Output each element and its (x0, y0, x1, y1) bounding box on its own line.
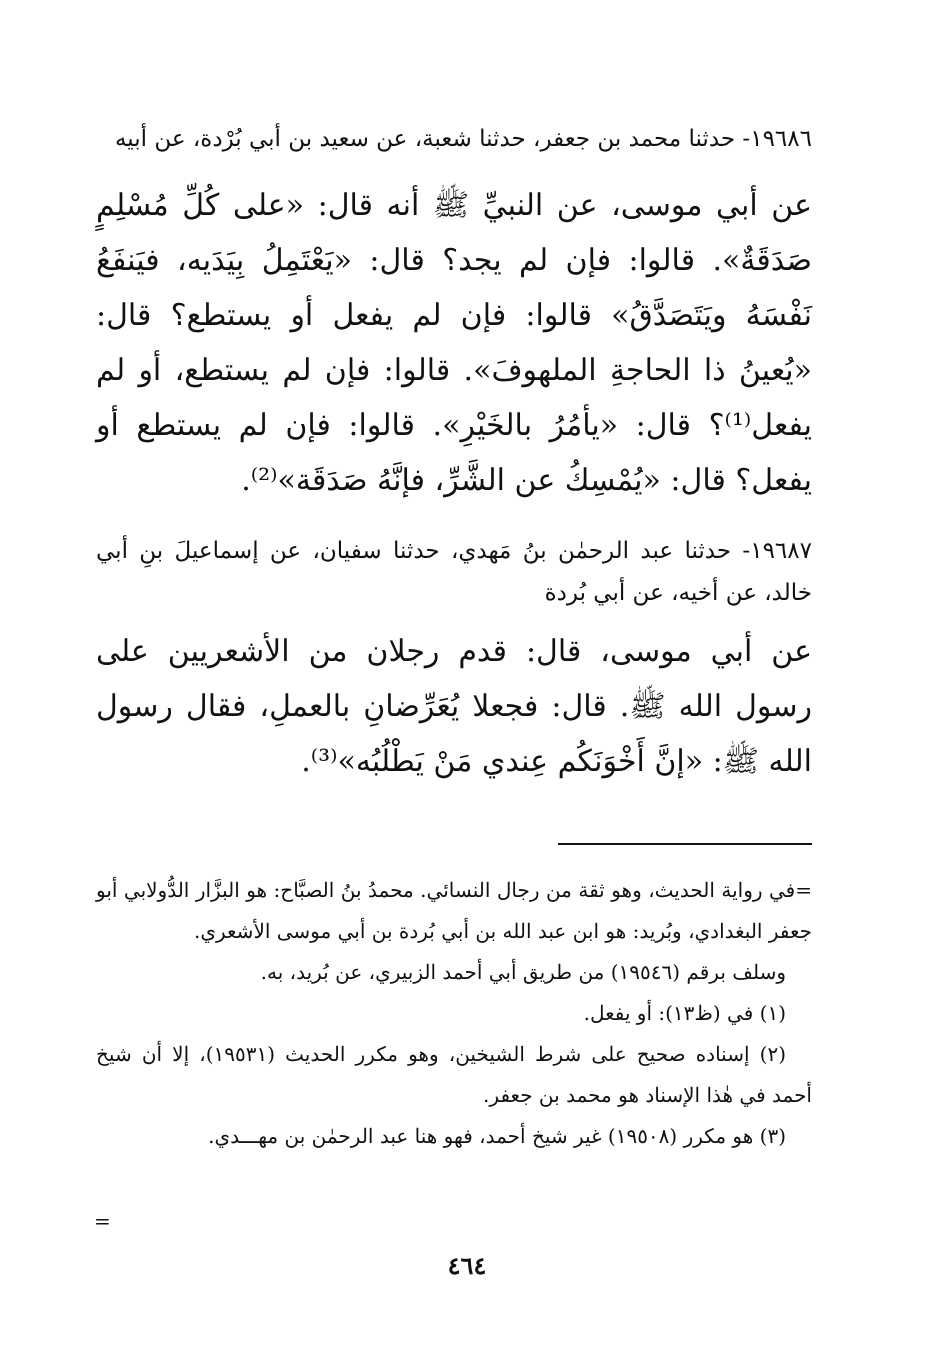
footnote-separator (558, 843, 812, 845)
footnote-2: (٢) إسناده صحيح على شرط الشيخين، وهو مكرر الحديث (١٩٥٣١)، إلا أن شيخ أحمد في هٰذا الإسناد هو محمد بن جعفر. (96, 1042, 812, 1107)
footnotes-section (96, 870, 812, 1157)
footnote-3: (٣) هو مكرر (١٩٥٠٨) غير شيخ أحمد، فهو هنا عبد الرحمٰن بن مهـــدي. (208, 1124, 786, 1148)
footnote-1: (١) في (ظ١٣): أو يفعل. (583, 1001, 786, 1025)
hadith-19687-matn: عن أبي موسى، قال: قدم رجلان من الأشعريين على رسول الله ﷺ. قال: فجعلا يُعَرِّضانِ بالعملِ، فقال رسول الله ﷺ: «إنَّ أَخْوَنَكُم عِندي مَنْ يَطْلُبُه»⁽³⁾. (96, 634, 812, 779)
footnote-continuation: =في رواية الحديث، وهو ثقة من رجال النسائي. محمدُ بنُ الصبَّاح: هو البزَّار الدُّولابي أبو جعفر البغدادي، وبُريد: هو ابن عبد الله بن أبي بُردة بن أبي موسى الأشعري. (96, 878, 812, 943)
footnote-salaf: وسلف برقم (١٩٥٤٦) من طريق أبي أحمد الزبيري، عن بُريد، به. (260, 960, 786, 984)
hadith-19687-isnad: ١٩٦٨٧- حدثنا عبد الرحمٰن بنُ مَهدي، حدثنا سفيان، عن إسماعيلَ بنِ أبي خالد، عن أخيه، عن أبي بُردة (96, 538, 812, 606)
page-number: ٤٦٤ (447, 1251, 487, 1280)
continuation-mark: = (94, 1209, 111, 1233)
page-content (96, 118, 812, 1348)
hadith-19686-matn: عن أبي موسى، عن النبيِّ ﷺ أنه قال: «على كُلِّ مُسْلِمٍ صَدَقَةٌ». قالوا: فإن لم يجد؟ قال: «يَعْتَمِلُ بِيَدَيه، فيَنفَعُ نَفْسَهُ ويَتَصَدَّقُ» قالوا: فإن لم يفعل أو يستطع؟ قال: «يُعينُ ذا الحاجةِ الملهوفَ». قالوا: فإن لم يستطع، أو لم يفعل⁽¹⁾؟ قال: «يأمُرُ بالخَيْرِ». قالوا: فإن لم يستطع أو يفعل؟ قال: «يُمْسِكُ عن الشَّرِّ، فإنَّهُ صَدَقَة»⁽²⁾. (96, 188, 813, 498)
hadith-19686-isnad: ١٩٦٨٦- حدثنا محمد بن جعفر، حدثنا شعبة، عن سعيد بن أبي بُرْدة، عن أبيه (114, 126, 812, 152)
